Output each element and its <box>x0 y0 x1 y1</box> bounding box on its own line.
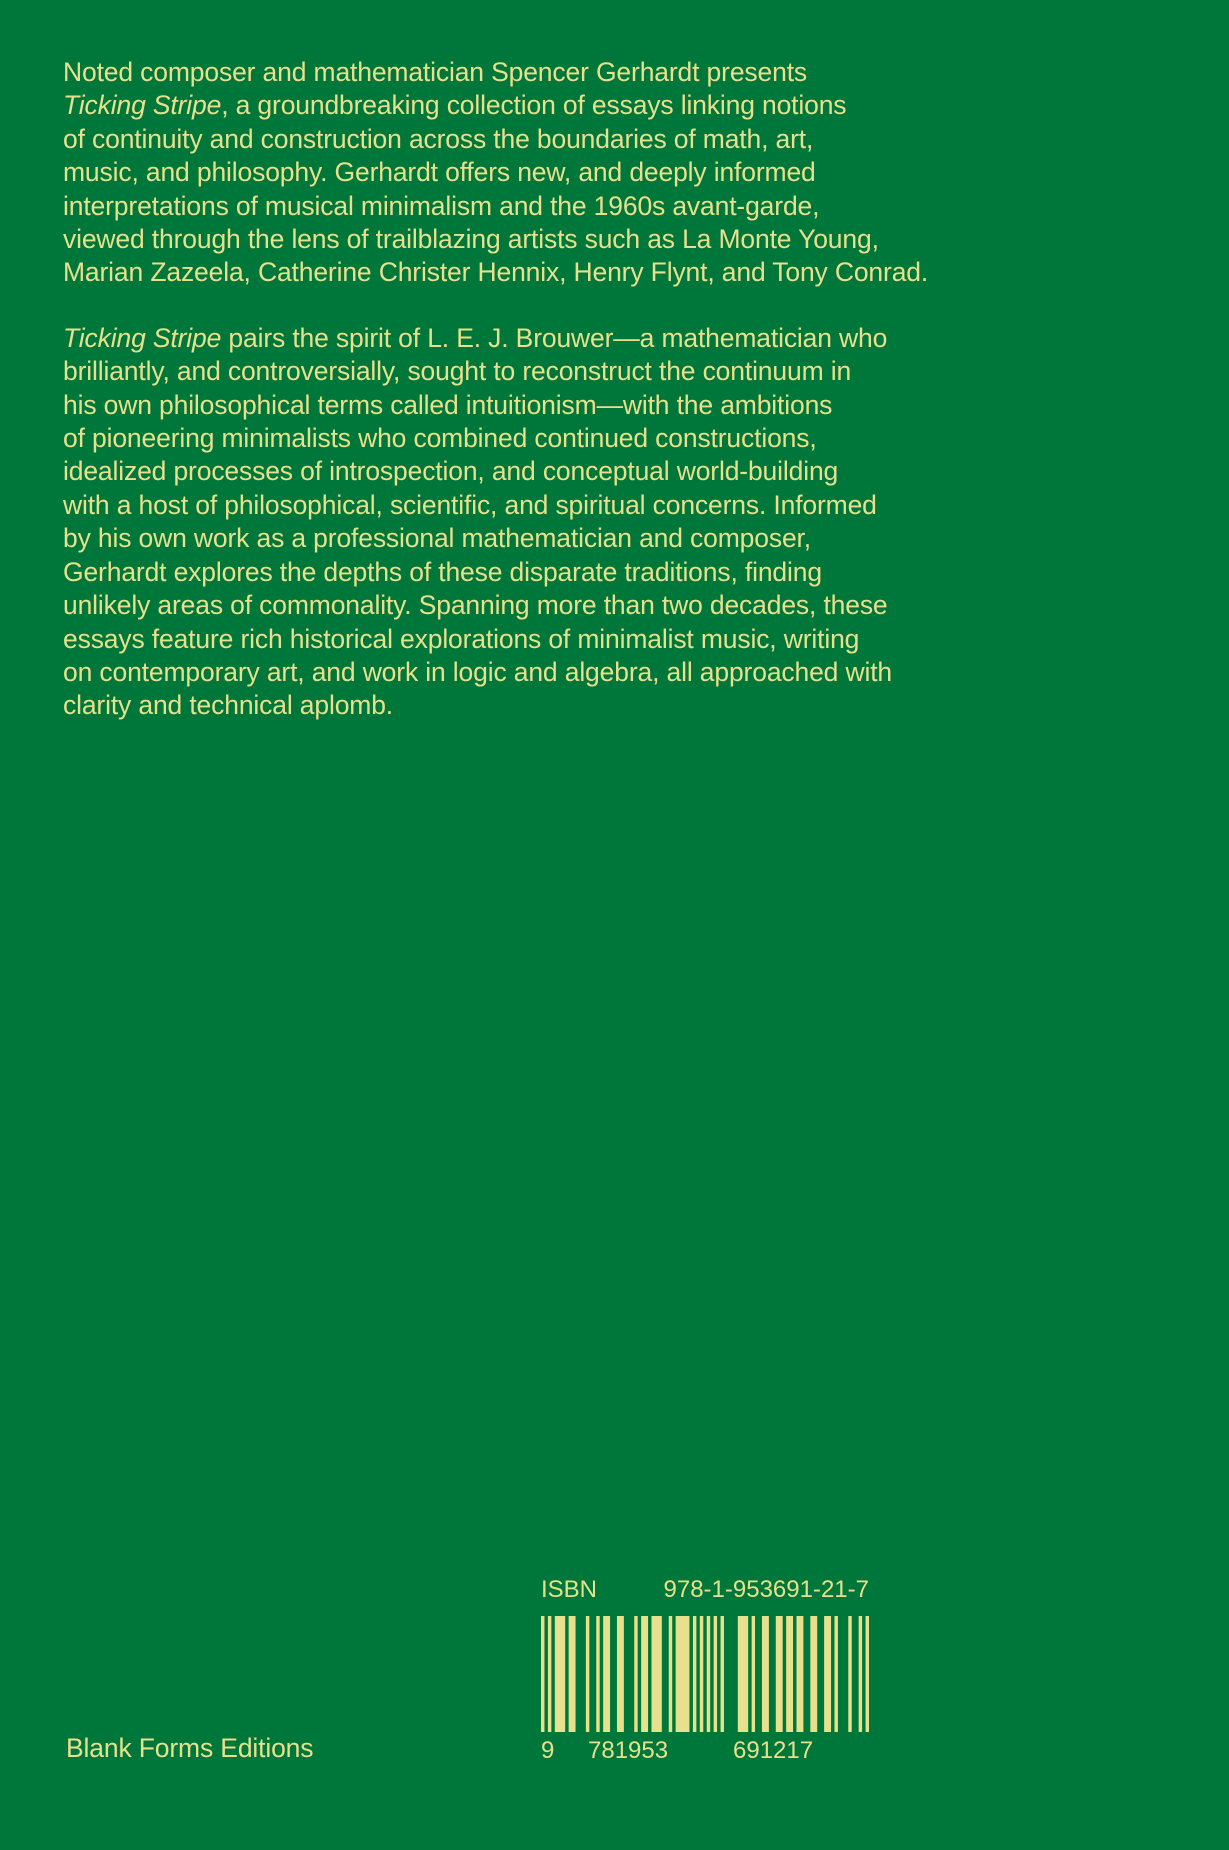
blurb-line: Noted composer and mathematician Spencer Gerhardt presents <box>63 57 808 87</box>
barcode-bar <box>693 1616 696 1732</box>
barcode-bar <box>786 1616 793 1732</box>
blurb-line: viewed through the lens of trailblazing artists such as La Monte Young, <box>63 224 879 255</box>
blurb-line: Marian Zazeela, Catherine Christer Hennix, Henry Flynt, and Tony Conrad. <box>63 257 929 288</box>
blurb-line: with a host of philosophical, scientific, and spiritual concerns. Informed <box>63 489 877 520</box>
blurb-line: essays feature rich historical explorations of minimalist music, writing <box>63 623 860 654</box>
barcode-digits-left: 781953 <box>588 1737 669 1764</box>
barcode-bar <box>669 1616 672 1732</box>
barcode-bar <box>721 1616 724 1732</box>
barcode-bar <box>555 1616 565 1732</box>
barcode-bar <box>810 1616 817 1732</box>
blurb-paragraph-2 <box>63 322 1063 723</box>
blurb-line: Ticking Stripe pairs the spirit of L. E. J. Brouwer—a mathematician who <box>63 322 888 353</box>
blurb-line: music, and philosophy. Gerhardt offers new, and deeply informed <box>63 157 816 188</box>
barcode-bar <box>848 1616 851 1732</box>
barcode-bar <box>762 1616 769 1732</box>
barcode-bar <box>776 1616 783 1732</box>
barcode-bar <box>738 1616 748 1732</box>
barcode-bar <box>866 1616 869 1732</box>
isbn-label: ISBN <box>541 1576 598 1603</box>
barcode-bar <box>569 1616 576 1732</box>
blurb-line: by his own work as a professional mathematician and composer, <box>63 523 811 554</box>
barcode-bar <box>651 1616 661 1732</box>
blurb-line: of pioneering minimalists who combined continued constructions, <box>63 423 817 454</box>
blurb-line: clarity and technical aplomb. <box>63 690 394 721</box>
barcode-bar <box>859 1616 862 1732</box>
blurb-line: on contemporary art, and work in logic and algebra, all approached with <box>63 656 893 687</box>
blurb-paragraph-1 <box>63 56 1063 290</box>
barcode-icon <box>541 1616 869 1732</box>
blurb-line: Gerhardt explores the depths of these disparate traditions, finding <box>63 556 822 587</box>
barcode-digits <box>541 1736 869 1766</box>
book-title-italic: Ticking Stripe <box>63 90 222 121</box>
blurb-line: of continuity and construction across the boundaries of math, art, <box>63 123 814 154</box>
barcode-bar <box>700 1616 703 1732</box>
blurb-line: brilliantly, and controversially, sought to reconstruct the continuum in <box>63 356 852 387</box>
barcode-bar <box>541 1616 544 1732</box>
barcode-bar <box>714 1616 717 1732</box>
isbn-block <box>541 1574 869 1766</box>
barcode-bar <box>834 1616 837 1732</box>
blurb-line: idealized processes of introspection, and conceptual world-building <box>63 456 839 487</box>
blurb-line: his own philosophical terms called intuitionism—with the ambitions <box>63 389 833 420</box>
blurb-line: Ticking Stripe, a groundbreaking collection of essays linking notions <box>63 90 847 121</box>
barcode-bar <box>586 1616 589 1732</box>
barcode-bar <box>596 1616 599 1732</box>
barcode-bar <box>617 1616 624 1732</box>
barcode-bar <box>752 1616 755 1732</box>
barcode-bar <box>707 1616 710 1732</box>
book-title-italic: Ticking Stripe <box>63 322 222 353</box>
barcode-digits-right: 691217 <box>733 1737 814 1764</box>
publisher-name: Blank Forms Editions <box>66 1733 314 1763</box>
barcode-bar <box>641 1616 648 1732</box>
barcode-bar <box>634 1616 637 1732</box>
blurb <box>63 56 1063 755</box>
barcode-bar <box>676 1616 690 1732</box>
barcode-bar <box>603 1616 610 1732</box>
barcode-bar <box>824 1616 831 1732</box>
barcode-bar <box>548 1616 551 1732</box>
blurb-line: unlikely areas of commonality. Spanning more than two decades, these <box>63 590 888 621</box>
isbn-header <box>541 1574 869 1606</box>
barcode-bar <box>796 1616 803 1732</box>
isbn-number: 978-1-953691-21-7 <box>663 1576 869 1603</box>
blurb-line: interpretations of musical minimalism and the 1960s avant-garde, <box>63 190 820 221</box>
barcode-digit-lead: 9 <box>541 1737 555 1764</box>
